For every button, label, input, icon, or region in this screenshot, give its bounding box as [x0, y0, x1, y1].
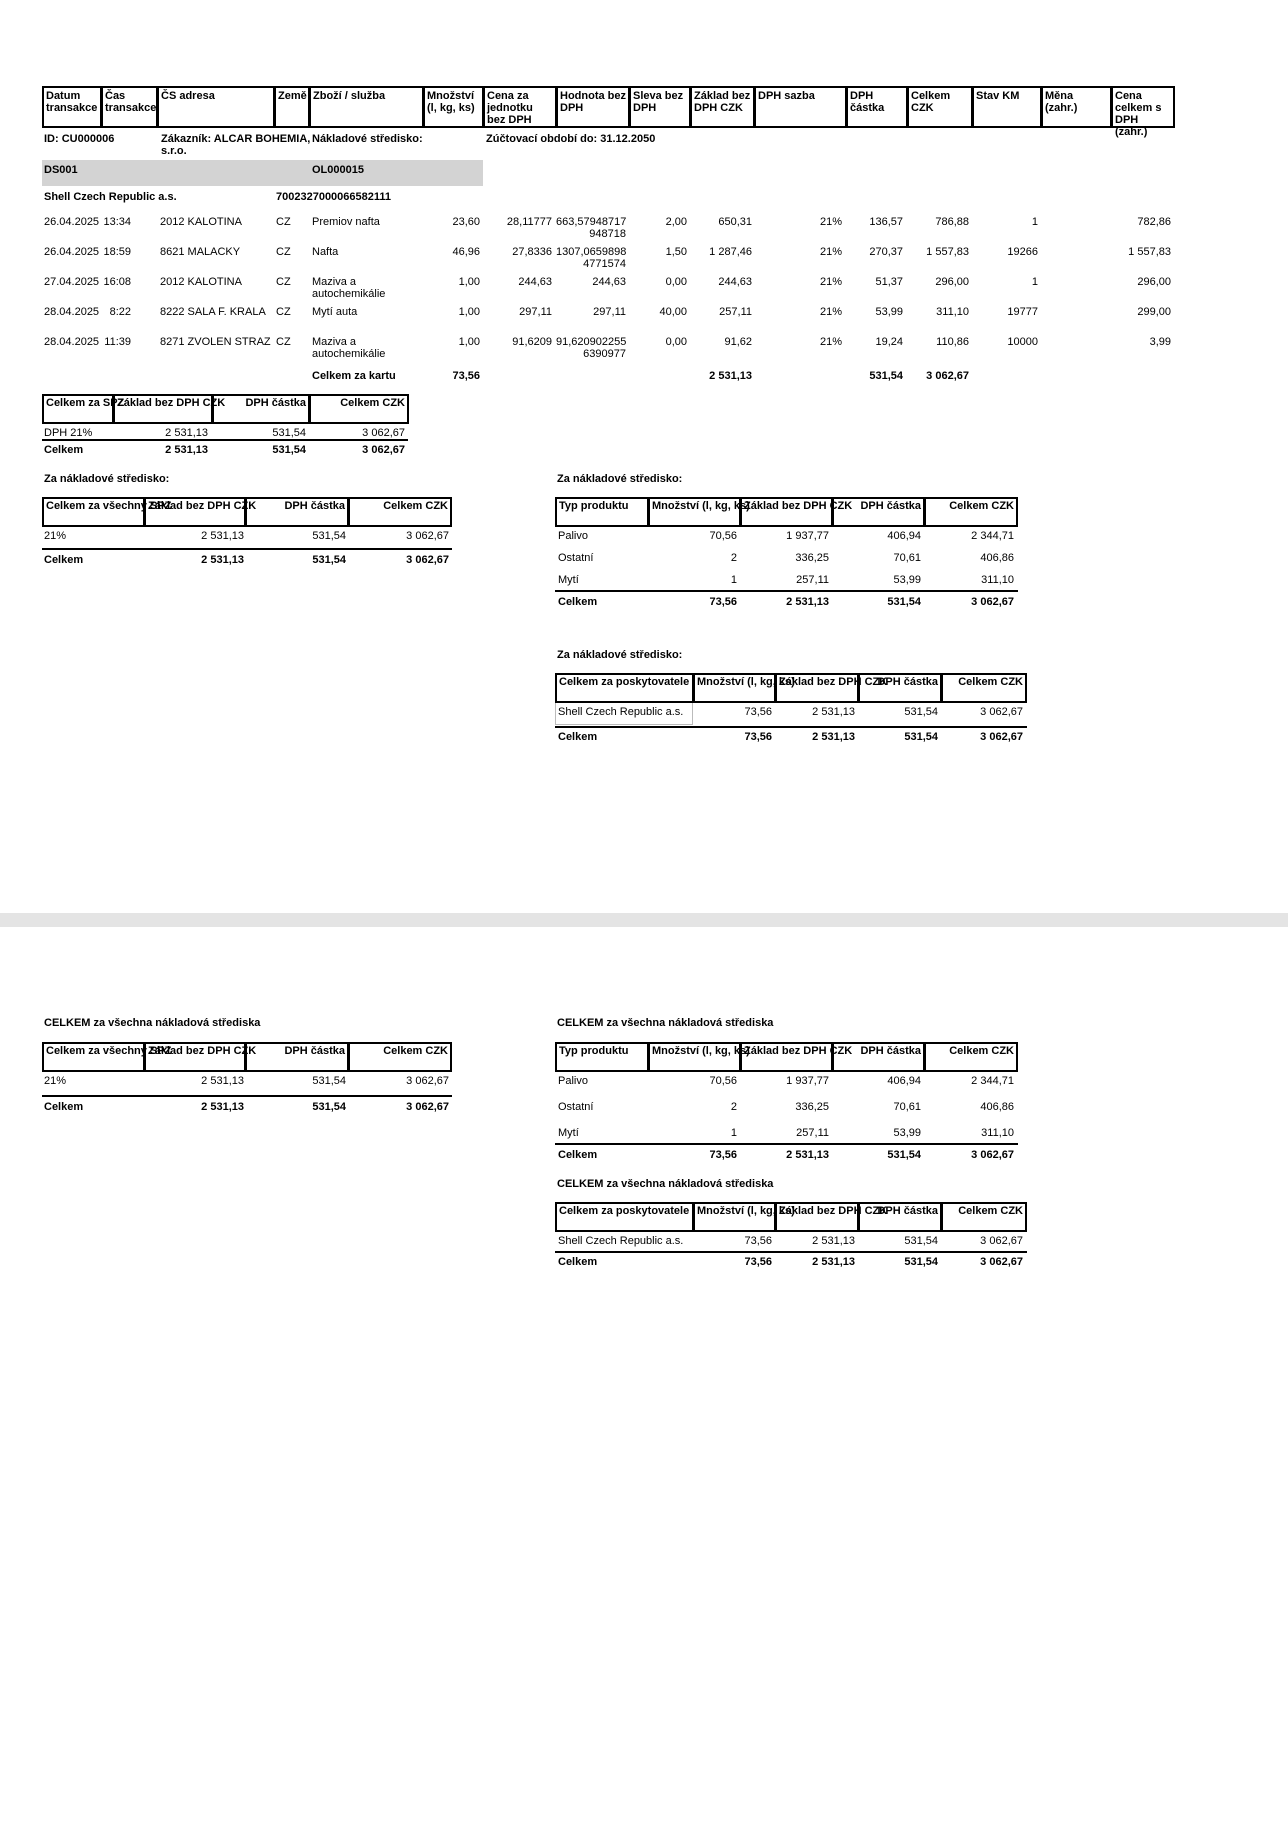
tx-unit-price: 28,11777 — [506, 216, 552, 228]
product-sum-type: Celkem — [558, 1149, 598, 1161]
tx-rate: 21% — [819, 336, 842, 348]
tx-km: 10000 — [1007, 336, 1038, 348]
provider-sum-name: Celkem — [558, 1256, 598, 1268]
provider-sum-total: 3 062,67 — [980, 1256, 1023, 1268]
tx-item: Premiov nafta — [312, 216, 380, 228]
product-header-vat: DPH částka — [832, 1042, 925, 1072]
product-row-vat: 70,61 — [893, 552, 921, 564]
product-sum-divider — [555, 590, 1018, 592]
provider-sum-qty: 73,56 — [744, 731, 772, 743]
card-total-total: 3 062,67 — [926, 370, 969, 382]
provider-row-name: Shell Czech Republic a.s. — [558, 1235, 684, 1247]
tx-station: 8222 SALA F. KRALA — [160, 306, 266, 318]
col-date-header: Datum transakce — [42, 86, 102, 128]
tx-date: 28.04.2025 — [44, 336, 100, 348]
allspz-row-label: 21% — [44, 1075, 67, 1087]
spz-header-label: Celkem za SPZ — [42, 394, 114, 424]
col-unit-price-header: Cena za jednotku bez DPH — [483, 86, 557, 128]
col-item-header: Zboží / služba — [309, 86, 424, 128]
tx-base: 650,31 — [718, 216, 752, 228]
tx-time: 13:34 — [103, 216, 131, 228]
allspz-sum-total: 3 062,67 — [406, 1101, 449, 1113]
card-total-base: 2 531,13 — [709, 370, 752, 382]
spz-row-vat: 531,54 — [272, 427, 306, 439]
provider-header-total: Celkem CZK — [941, 673, 1027, 703]
allspz-sum-base: 2 531,13 — [201, 554, 244, 566]
cost-center-section-label: Za nákladové středisko: — [557, 473, 683, 485]
product-header-vat: DPH částka — [832, 497, 925, 527]
col-currency-header: Měna (zahr.) — [1041, 86, 1112, 128]
product-row-qty: 1 — [730, 1127, 737, 1139]
tx-rate: 21% — [819, 216, 842, 228]
allspz-header-vat: DPH částka — [245, 1042, 349, 1072]
tx-country: CZ — [276, 276, 291, 288]
product-header-qty: Množství (l, kg, ks) — [648, 1042, 741, 1072]
tx-base: 1 287,46 — [709, 246, 752, 258]
product-row-qty: 70,56 — [709, 530, 737, 542]
allspz-header-label: Celkem za všechny SPZ — [42, 1042, 145, 1072]
product-row-total: 311,10 — [981, 1127, 1014, 1139]
spz-sum-label: Celkem — [44, 444, 84, 456]
spz-header-total: Celkem CZK — [309, 394, 409, 424]
tx-km: 19266 — [1007, 246, 1038, 258]
provider-row-qty: 73,56 — [744, 706, 772, 718]
product-sum-total: 3 062,67 — [971, 1149, 1014, 1161]
allspz-sum-total: 3 062,67 — [406, 554, 449, 566]
tx-rate: 21% — [819, 246, 842, 258]
tx-value: 297,11 — [593, 306, 626, 318]
provider-sum-qty: 73,56 — [744, 1256, 772, 1268]
provider-sum-divider — [555, 1251, 1027, 1253]
product-sum-qty: 73,56 — [709, 596, 737, 608]
customer-id: ID: CU000006 — [44, 133, 115, 145]
product-sum-divider — [555, 1143, 1018, 1145]
col-total-header: Celkem CZK — [907, 86, 973, 128]
tx-item: Mytí auta — [312, 306, 358, 318]
provider-header-name: Celkem za poskytovatele — [555, 673, 694, 703]
tx-total: 786,88 — [935, 216, 969, 228]
tx-item: Nafta — [312, 246, 339, 258]
col-value-header: Hodnota bez DPH — [556, 86, 630, 128]
tx-value: 663,57948717 948718 — [556, 216, 627, 240]
tx-vat: 19,24 — [875, 336, 903, 348]
tx-discount: 1,50 — [665, 246, 687, 258]
product-row-qty: 70,56 — [709, 1075, 737, 1087]
tx-base: 244,63 — [718, 276, 752, 288]
provider-row-base: 2 531,13 — [812, 1235, 855, 1247]
allspz-row-total: 3 062,67 — [406, 1075, 449, 1087]
provider-row-name: Shell Czech Republic a.s. — [558, 706, 684, 718]
tx-value: 1307,0659898 4771574 — [556, 246, 627, 270]
tx-km: 1 — [1031, 276, 1038, 288]
product-sum-vat: 531,54 — [887, 1149, 921, 1161]
tx-km: 1 — [1031, 216, 1038, 228]
tx-date: 26.04.2025 — [44, 216, 100, 228]
provider-header-base: Základ bez DPH CZK — [775, 673, 859, 703]
provider-row-total: 3 062,67 — [980, 706, 1023, 718]
provider-sum-vat: 531,54 — [904, 731, 938, 743]
product-row-vat: 406,94 — [887, 530, 921, 542]
product-row-type: Palivo — [558, 530, 588, 542]
billing-period: Zúčtovací období do: 31.12.2050 — [486, 133, 656, 145]
allspz-sum-divider — [42, 548, 452, 550]
tx-rate: 21% — [819, 306, 842, 318]
spz-sum-vat: 531,54 — [272, 444, 306, 456]
product-row-vat: 406,94 — [887, 1075, 921, 1087]
spz-header-base: Základ bez DPH CZK — [113, 394, 213, 424]
provider-row-vat: 531,54 — [904, 1235, 938, 1247]
spz-header-vat: DPH částka — [212, 394, 310, 424]
allspz-sum-vat: 531,54 — [312, 1101, 346, 1113]
product-row-base: 336,25 — [795, 1101, 829, 1113]
tx-base: 257,11 — [719, 306, 752, 318]
provider-header-qty: Množství (l, kg, ks) — [693, 673, 776, 703]
tx-country: CZ — [276, 336, 291, 348]
tx-discount: 0,00 — [665, 336, 687, 348]
col-km-header: Stav KM — [972, 86, 1042, 128]
tx-foreign-total: 299,00 — [1137, 306, 1171, 318]
tx-foreign-total: 1 557,83 — [1128, 246, 1171, 258]
all-cost-centers-label: CELKEM za všechna nákladová střediska — [557, 1017, 774, 1029]
tx-date: 26.04.2025 — [44, 246, 100, 258]
product-header-type: Typ produktu — [555, 1042, 649, 1072]
allspz-header-base: Základ bez DPH CZK — [144, 1042, 246, 1072]
tx-vat: 51,37 — [875, 276, 903, 288]
tx-rate: 21% — [819, 276, 842, 288]
tx-value: 244,63 — [592, 276, 626, 288]
cost-center-section-label: Za nákladové středisko: — [557, 649, 683, 661]
page-separator — [0, 913, 1288, 927]
product-sum-base: 2 531,13 — [786, 1149, 829, 1161]
product-row-base: 257,11 — [796, 574, 829, 586]
tx-station: 2012 KALOTINA — [160, 216, 242, 228]
col-qty-header: Množství (l, kg, ks) — [423, 86, 484, 128]
product-row-total: 406,86 — [980, 1101, 1014, 1113]
provider-sum-name: Celkem — [558, 731, 598, 743]
spz-row-label: DPH 21% — [44, 427, 93, 439]
tx-unit-price: 297,11 — [519, 306, 552, 318]
tx-discount: 0,00 — [665, 276, 687, 288]
product-row-base: 1 937,77 — [786, 530, 829, 542]
provider-header-vat: DPH částka — [858, 1202, 942, 1232]
allspz-header-total: Celkem CZK — [348, 497, 452, 527]
product-row-vat: 53,99 — [893, 1127, 921, 1139]
product-sum-type: Celkem — [558, 596, 598, 608]
product-row-type: Mytí — [558, 1127, 579, 1139]
tx-foreign-total: 782,86 — [1137, 216, 1171, 228]
product-header-type: Typ produktu — [555, 497, 649, 527]
tx-foreign-total: 3,99 — [1149, 336, 1171, 348]
group-ol: OL000015 — [312, 164, 364, 176]
tx-discount: 2,00 — [665, 216, 687, 228]
tx-total: 311,10 — [936, 306, 969, 318]
product-row-qty: 2 — [730, 552, 737, 564]
tx-country: CZ — [276, 246, 291, 258]
provider-header-total: Celkem CZK — [941, 1202, 1027, 1232]
product-sum-qty: 73,56 — [709, 1149, 737, 1161]
product-sum-base: 2 531,13 — [786, 596, 829, 608]
spz-sum-divider — [42, 439, 408, 441]
product-row-type: Ostatní — [558, 1101, 594, 1113]
tx-km: 19777 — [1007, 306, 1038, 318]
allspz-row-vat: 531,54 — [312, 530, 346, 542]
provider-name: Shell Czech Republic a.s. — [44, 191, 177, 203]
provider-row-qty: 73,56 — [744, 1235, 772, 1247]
provider-sum-divider — [555, 726, 1027, 728]
tx-country: CZ — [276, 306, 291, 318]
product-row-base: 257,11 — [796, 1127, 829, 1139]
col-vat-header: DPH částka — [846, 86, 908, 128]
provider-sum-vat: 531,54 — [904, 1256, 938, 1268]
col-country-header: Země — [274, 86, 310, 128]
cost-center-section-label: Za nákladové středisko: — [44, 473, 170, 485]
tx-date: 28.04.2025 — [44, 306, 100, 318]
product-row-type: Mytí — [558, 574, 579, 586]
tx-total: 1 557,83 — [926, 246, 969, 258]
col-time-header: Čas transakce — [101, 86, 158, 128]
spz-row-total: 3 062,67 — [362, 427, 405, 439]
allspz-sum-label: Celkem — [44, 554, 84, 566]
spz-sum-total: 3 062,67 — [362, 444, 405, 456]
tx-country: CZ — [276, 216, 291, 228]
product-row-qty: 1 — [730, 574, 737, 586]
card-number: 7002327000066582111 — [276, 191, 392, 203]
tx-time: 8:22 — [109, 306, 131, 318]
allspz-header-base: Základ bez DPH CZK — [144, 497, 246, 527]
allspz-sum-label: Celkem — [44, 1101, 84, 1113]
col-station-header: ČS adresa — [157, 86, 275, 128]
provider-header-base: Základ bez DPH CZK — [775, 1202, 859, 1232]
provider-row-vat: 531,54 — [904, 706, 938, 718]
provider-sum-base: 2 531,13 — [812, 731, 855, 743]
product-row-total: 311,10 — [981, 574, 1014, 586]
tx-qty: 46,96 — [452, 246, 480, 258]
product-header-qty: Množství (l, kg, ks) — [648, 497, 741, 527]
spz-row-base: 2 531,13 — [165, 427, 208, 439]
col-rate-header: DPH sazba — [754, 86, 847, 128]
allspz-sum-base: 2 531,13 — [201, 1101, 244, 1113]
spz-sum-base: 2 531,13 — [165, 444, 208, 456]
provider-sum-total: 3 062,67 — [980, 731, 1023, 743]
tx-qty: 23,60 — [452, 216, 480, 228]
tx-vat: 136,57 — [869, 216, 903, 228]
cost-center-label: Nákladové středisko: — [312, 133, 423, 145]
tx-item: Maziva a autochemikálie — [312, 276, 386, 300]
tx-time: 11:39 — [104, 336, 131, 348]
provider-row-base: 2 531,13 — [812, 706, 855, 718]
product-row-total: 406,86 — [980, 552, 1014, 564]
product-row-type: Ostatní — [558, 552, 594, 564]
provider-header-qty: Množství (l, kg, ks) — [693, 1202, 776, 1232]
card-total-vat: 531,54 — [869, 370, 903, 382]
provider-header-name: Celkem za poskytovatele — [555, 1202, 694, 1232]
customer-name: Zákazník: ALCAR BOHEMIA, s.r.o. — [161, 133, 311, 157]
provider-sum-base: 2 531,13 — [812, 1256, 855, 1268]
tx-discount: 40,00 — [659, 306, 687, 318]
allspz-sum-vat: 531,54 — [312, 554, 346, 566]
allspz-header-total: Celkem CZK — [348, 1042, 452, 1072]
tx-qty: 1,00 — [458, 336, 480, 348]
provider-header-vat: DPH částka — [858, 673, 942, 703]
allspz-row-label: 21% — [44, 530, 67, 542]
card-total-label: Celkem za kartu — [312, 370, 396, 382]
card-total-qty: 73,56 — [452, 370, 480, 382]
tx-base: 91,62 — [724, 336, 752, 348]
col-base-header: Základ bez DPH CZK — [690, 86, 755, 128]
product-row-base: 336,25 — [795, 552, 829, 564]
tx-date: 27.04.2025 — [44, 276, 100, 288]
tx-total: 110,86 — [936, 336, 969, 348]
tx-time: 18:59 — [103, 246, 131, 258]
allspz-row-base: 2 531,13 — [201, 530, 244, 542]
allspz-row-vat: 531,54 — [312, 1075, 346, 1087]
provider-row-total: 3 062,67 — [980, 1235, 1023, 1247]
tx-qty: 1,00 — [458, 276, 480, 288]
product-sum-total: 3 062,67 — [971, 596, 1014, 608]
product-row-total: 2 344,71 — [971, 530, 1014, 542]
tx-total: 296,00 — [935, 276, 969, 288]
product-row-type: Palivo — [558, 1075, 588, 1087]
tx-station: 8271 ZVOLEN STRAZ — [160, 336, 271, 348]
tx-unit-price: 91,6209 — [512, 336, 552, 348]
tx-unit-price: 244,63 — [518, 276, 552, 288]
tx-station: 2012 KALOTINA — [160, 276, 242, 288]
product-header-total: Celkem CZK — [924, 497, 1018, 527]
product-row-total: 2 344,71 — [971, 1075, 1014, 1087]
product-header-total: Celkem CZK — [924, 1042, 1018, 1072]
tx-foreign-total: 296,00 — [1137, 276, 1171, 288]
tx-value: 91,620902255 6390977 — [556, 336, 627, 360]
product-header-base: Základ bez DPH CZK — [740, 1042, 833, 1072]
allspz-row-base: 2 531,13 — [201, 1075, 244, 1087]
allspz-row-total: 3 062,67 — [406, 530, 449, 542]
product-row-base: 1 937,77 — [786, 1075, 829, 1087]
product-row-vat: 70,61 — [893, 1101, 921, 1113]
tx-vat: 53,99 — [875, 306, 903, 318]
tx-vat: 270,37 — [869, 246, 903, 258]
allspz-header-label: Celkem za všechny SPZ — [42, 497, 145, 527]
tx-item: Maziva a autochemikálie — [312, 336, 386, 360]
tx-station: 8621 MALACKY — [160, 246, 241, 258]
tx-qty: 1,00 — [458, 306, 480, 318]
allspz-sum-divider — [42, 1095, 452, 1097]
all-cost-centers-label: CELKEM za všechna nákladová střediska — [557, 1178, 774, 1190]
product-row-qty: 2 — [730, 1101, 737, 1113]
product-header-base: Základ bez DPH CZK — [740, 497, 833, 527]
all-cost-centers-label: CELKEM za všechna nákladová střediska — [44, 1017, 261, 1029]
tx-unit-price: 27,8336 — [512, 246, 552, 258]
product-row-vat: 53,99 — [893, 574, 921, 586]
tx-time: 16:08 — [103, 276, 131, 288]
group-ds: DS001 — [44, 164, 78, 176]
col-discount-header: Sleva bez DPH — [629, 86, 691, 128]
group-band — [42, 160, 483, 186]
col-foreign-total-header: Cena celkem s DPH (zahr.) — [1111, 86, 1175, 128]
allspz-header-vat: DPH částka — [245, 497, 349, 527]
product-sum-vat: 531,54 — [887, 596, 921, 608]
